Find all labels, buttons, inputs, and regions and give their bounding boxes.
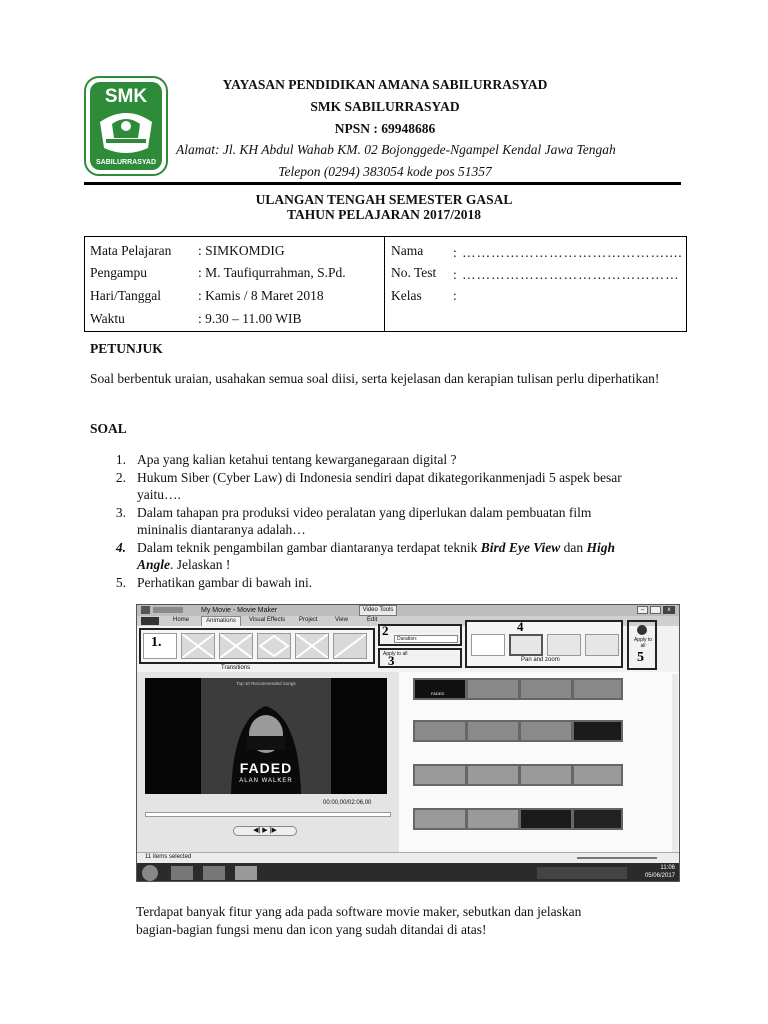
school-name: SMK SABILURRASYAD (310, 99, 460, 114)
zoom-slider[interactable] (577, 857, 657, 859)
question-4-rest: . Jelaskan ! (170, 557, 231, 572)
transitions-group-label: Transitions (221, 665, 251, 671)
marker-5: 5 (637, 650, 644, 665)
transition-thumb[interactable] (333, 633, 367, 659)
next-frame-icon[interactable]: |▶ (269, 827, 277, 834)
duration-dropdown[interactable]: Duration: (394, 635, 458, 643)
clip-row[interactable] (413, 764, 623, 786)
pan-zoom-option[interactable] (547, 634, 581, 656)
info-label-subject: Mata Pelajaran (90, 243, 172, 258)
info-divider (384, 237, 385, 331)
question-3-number: 3. (115, 505, 126, 520)
apply-to-all-box (378, 648, 462, 668)
tab-animations[interactable]: Animations (201, 616, 241, 626)
clip-thumb[interactable] (415, 766, 465, 784)
clip-thumb[interactable] (521, 766, 571, 784)
preview-pane (137, 672, 399, 852)
info-value-time: : 9.30 – 11.00 WIB (198, 311, 302, 326)
clip-thumb[interactable] (574, 766, 621, 784)
duration-box (378, 624, 462, 646)
clip-thumb[interactable] (468, 766, 518, 784)
taskbar-app[interactable] (171, 866, 193, 880)
play-icon[interactable]: ▶ (262, 827, 268, 834)
info-label-class: Kelas (391, 288, 422, 303)
hooded-figure-image (201, 678, 331, 794)
pan-zoom-none[interactable] (471, 634, 505, 656)
question-4-term-bird-eye: Bird Eye View (480, 540, 561, 555)
question-5-text: Perhatikan gambar di bawah ini. (137, 575, 313, 590)
tab-visual-effects[interactable]: Visual Effects (249, 617, 286, 623)
start-button[interactable] (142, 865, 158, 881)
pan-zoom-option[interactable] (509, 634, 543, 656)
tab-edit[interactable]: Edit (367, 617, 378, 623)
clip-thumb[interactable] (521, 722, 571, 740)
clip-thumb[interactable] (415, 722, 465, 740)
info-value-teacher: : M. Taufiqurrahman, S.Pd. (198, 265, 346, 280)
tab-view[interactable]: View (335, 617, 348, 623)
clip-row[interactable] (413, 720, 623, 742)
maximize-button[interactable] (650, 606, 661, 614)
question-3-text-cont: mininalis diantaranya adalah… (137, 522, 306, 537)
clip-thumb[interactable] (468, 722, 518, 740)
question-2-text-cont: yaitu…. (137, 487, 181, 502)
pan-apply-all-box (627, 620, 657, 670)
info-label-test-number: No. Test (391, 265, 437, 280)
closing-text-line-2: bagian-bagian fungsi menu dan icon yang sudah ditandai di atas! (136, 922, 487, 937)
info-value-date: : Kamis / 8 Maret 2018 (198, 288, 324, 303)
question-4-pre: Dalam teknik pengambilan gambar diantaranya terdapat teknik (137, 540, 481, 555)
previous-frame-icon[interactable]: ◀| (253, 827, 261, 834)
title-bar (137, 605, 679, 616)
closing-text-line-1: Terdapat banyak fitur yang ada pada software movie maker, sebutkan dan jelaskan (136, 904, 582, 919)
school-phone: Telepon (0294) 383054 kode pos 51357 (278, 164, 492, 179)
instructions-heading: PETUNJUK (90, 341, 163, 356)
clip-thumb[interactable] (521, 680, 571, 698)
status-text: 11 items selected (145, 854, 192, 860)
clock-time: 11:06 (660, 865, 675, 871)
questions-heading: SOAL (90, 421, 127, 436)
pan-zoom-option[interactable] (585, 634, 619, 656)
clip-label: FADED (431, 691, 445, 696)
info-label-time: Waktu (90, 311, 125, 326)
clip-thumb[interactable] (468, 680, 518, 698)
quick-access-toolbar[interactable] (153, 607, 183, 613)
clip-thumb[interactable] (468, 810, 518, 828)
preview-monitor (145, 678, 387, 794)
tab-home[interactable]: Home (173, 617, 190, 623)
info-label-name: Nama (391, 243, 424, 258)
info-label-date: Hari/Tanggal (90, 288, 162, 303)
video-tools-context-tab[interactable]: Video Tools (359, 605, 397, 616)
clip-thumb[interactable] (574, 810, 621, 828)
exam-info-table (84, 236, 687, 332)
question-4-text-cont (137, 556, 682, 573)
question-5-number: 5. (115, 575, 126, 590)
file-menu-button[interactable] (141, 617, 159, 625)
preview-small-text: Top 10 Recommended Songs (236, 681, 296, 686)
question-4-term-angle: Angle (137, 557, 171, 572)
preview-title: FADED (239, 760, 293, 776)
apply-icon (637, 625, 647, 635)
marker-3: 3 (388, 653, 395, 668)
school-npsn: NPSN : 69948686 (334, 121, 436, 136)
foundation-name: YAYASAN PENDIDIKAN AMANA SABILURRASYAD (222, 77, 548, 92)
taskbar-clock (637, 864, 675, 880)
exam-title: ULANGAN TENGAH SEMESTER GASAL (255, 192, 513, 207)
transition-thumb[interactable] (219, 633, 253, 659)
transitions-gallery (139, 628, 375, 664)
pan-zoom-group-label: Pan and zoom (521, 657, 560, 663)
clip-row[interactable] (413, 808, 623, 830)
preview-frame (201, 678, 331, 794)
logo-top-text: SMK (104, 86, 148, 107)
test-number-field[interactable]: : ……………………………………… (453, 267, 680, 282)
exam-year: TAHUN PELAJARAN 2017/2018 (286, 207, 481, 222)
clip-thumb[interactable] (574, 680, 621, 698)
apply-to-all-button[interactable]: Apply to all (383, 651, 408, 657)
window-title: My Movie - Movie Maker (201, 607, 278, 614)
header-rule (84, 182, 681, 185)
storyboard-scrollbar[interactable] (672, 674, 678, 852)
question-4-text (137, 539, 682, 556)
transition-thumb[interactable] (181, 633, 215, 659)
tab-project[interactable]: Project (299, 617, 318, 623)
app-icon (141, 606, 150, 614)
taskbar (137, 863, 679, 882)
marker-4: 4 (517, 619, 524, 634)
movie-maker-screenshot (136, 604, 680, 882)
system-tray[interactable] (537, 867, 627, 879)
clip-thumb[interactable] (521, 810, 571, 828)
question-4-term-high: High (586, 540, 616, 555)
info-value-subject: : SIMKOMDIG (198, 243, 285, 258)
question-4-number: 4. (115, 540, 126, 555)
question-2-text: Hukum Siber (Cyber Law) di Indonesia sendiri dapat dikategorikanmenjadi 5 aspek besar (137, 470, 622, 485)
logo-bottom-text: SABILURRASYAD (95, 159, 157, 166)
instructions-text: Soal berbentuk uraian, usahakan semua soal diisi, serta kejelasan dan kerapian tulisan perlu diperhatikan! (90, 371, 660, 386)
clip-row[interactable] (413, 678, 623, 700)
marker-2: 2 (382, 623, 389, 638)
playback-time: 00:00,00/02:06,00 (323, 800, 372, 806)
name-field[interactable]: : …………………………………….... (453, 245, 683, 260)
question-1-number: 1. (115, 452, 126, 467)
transition-thumb[interactable] (257, 633, 291, 659)
question-2-number: 2. (115, 470, 126, 485)
transition-thumb[interactable] (295, 633, 329, 659)
pan-and-zoom-gallery (465, 620, 623, 668)
info-label-teacher: Pengampu (90, 265, 147, 280)
clip-thumb[interactable] (415, 810, 465, 828)
question-3-text: Dalam tahapan pra produksi video peralatan yang diperlukan dalam pembuatan film (137, 505, 592, 520)
question-1-text: Apa yang kalian ketahui tentang kewarganegaraan digital ? (137, 452, 457, 467)
class-field[interactable]: : (453, 288, 457, 303)
taskbar-app[interactable] (235, 866, 257, 880)
preview-artist: ALAN WALKER (239, 778, 293, 784)
close-button[interactable]: x (663, 606, 675, 614)
taskbar-app[interactable] (203, 866, 225, 880)
pan-apply-all-button[interactable]: Apply to all (633, 637, 653, 649)
playback-controls (233, 826, 297, 836)
seek-bar[interactable] (145, 812, 391, 817)
clock-date: 05/06/2017 (644, 873, 675, 879)
minimize-button[interactable]: – (637, 606, 648, 614)
clip-thumb[interactable] (574, 722, 621, 740)
marker-1: 1. (151, 635, 162, 650)
school-address: Alamat: Jl. KH Abdul Wahab KM. 02 Bojonggede-Ngampel Kendal Jawa Tengah (176, 142, 616, 157)
question-4-mid: dan (560, 540, 587, 555)
